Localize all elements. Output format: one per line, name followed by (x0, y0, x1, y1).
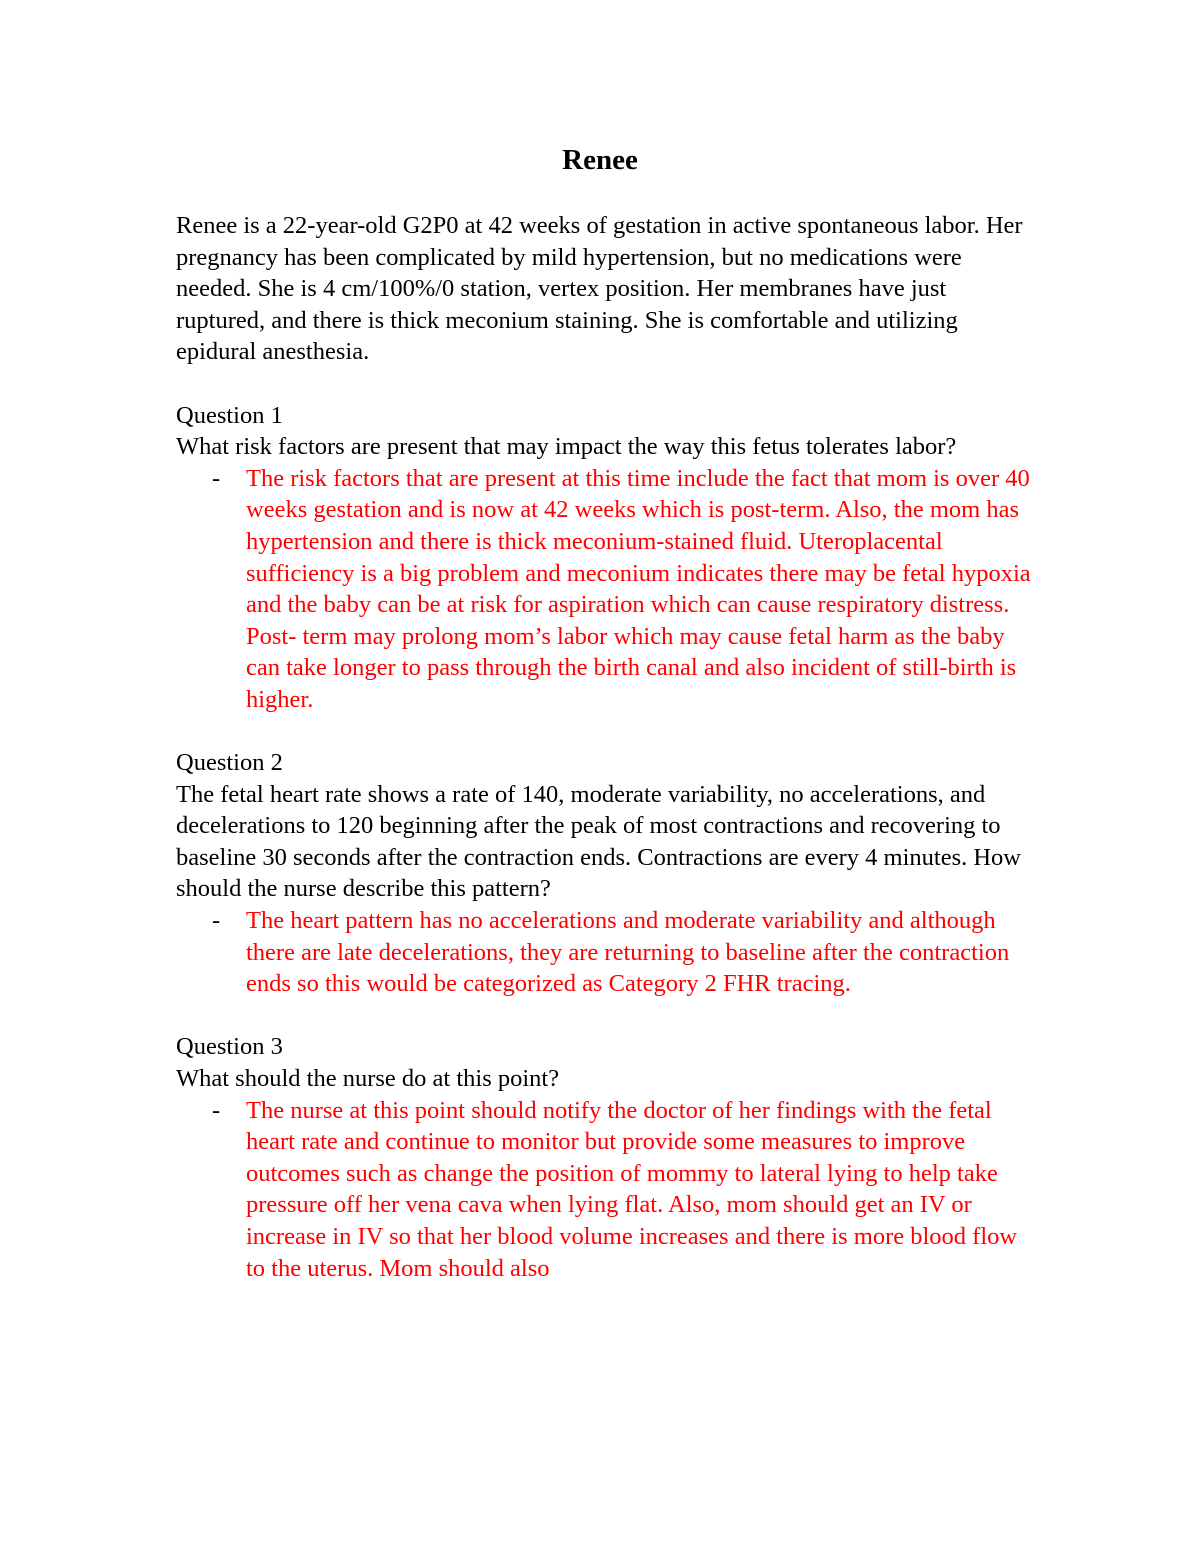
document-body (176, 210, 1036, 1284)
question-3-text: What should the nurse do at this point? (176, 1065, 560, 1093)
question-3-label: Question 3 (176, 1033, 283, 1061)
question-2-text: The fetal heart rate shows a rate of 140, moderate variability, no accelerations, and decelerations to 120 beginning after the peak of most contractions and recovering to baseline 30 seconds after the contraction ends. Contractions are every 4 minutes. How should the nurse describe this pattern? (176, 780, 1021, 903)
question-2-answer-text: The heart pattern has no accelerations and moderate variability and although there are late decelerations, they are returning to baseline after the contraction ends so this would be categorized as Category 2 FHR tracing. (246, 907, 1010, 998)
bullet-dash: - (212, 464, 221, 492)
bullet-dash: - (212, 907, 221, 935)
question-3-answer (176, 1095, 1036, 1285)
bullet-dash: - (212, 1096, 221, 1124)
document-title: Renee (562, 144, 638, 176)
question-1-answer (176, 463, 1036, 716)
question-2-label: Question 2 (176, 749, 283, 777)
question-1-section (176, 400, 1036, 716)
question-2-answer (176, 905, 1036, 1000)
question-3-answer-text: The nurse at this point should notify the doctor of her findings with the fetal heart rate and continue to monitor but provide some measures to improve outcomes such as change the position of mommy to lateral lying to help take pressure off her vena cava when lying flat. Also, mom should get an IV or increase in IV so that her blood volume increases and there is more blood flow to the uterus. Mom should also (246, 1096, 1018, 1282)
question-1-text: What risk factors are present that may impact the way this fetus tolerates labor? (176, 433, 957, 461)
question-1-label: Question 1 (176, 401, 283, 429)
question-1-answer-text: The risk factors that are present at this time include the fact that mom is over 40 weeks gestation and is now at 42 weeks which is post-term. Also, the mom has hypertension and there is thick meconium-stained fluid. Uteroplacental sufficiency is a big problem and meconium indicates there may be fetal hypoxia and the baby can be at risk for aspiration which can cause respiratory distress. Post- term may prolong mom’s labor which may cause fetal harm as the baby can take longer to pass through the birth canal and also incident of still-birth is higher. (246, 464, 1031, 713)
case-intro-paragraph: Renee is a 22-year-old G2P0 at 42 weeks of gestation in active spontaneous labor. Her pregnancy has been complicated by mild hypertension, but no medications were needed. She is 4 cm/100%/0 station, vertex position. Her membranes have just ruptured, and there is thick meconium staining. She is comfortable and utilizing epidural anesthesia. (176, 212, 1023, 366)
question-3-section (176, 1031, 1036, 1284)
question-2-section (176, 747, 1036, 1000)
